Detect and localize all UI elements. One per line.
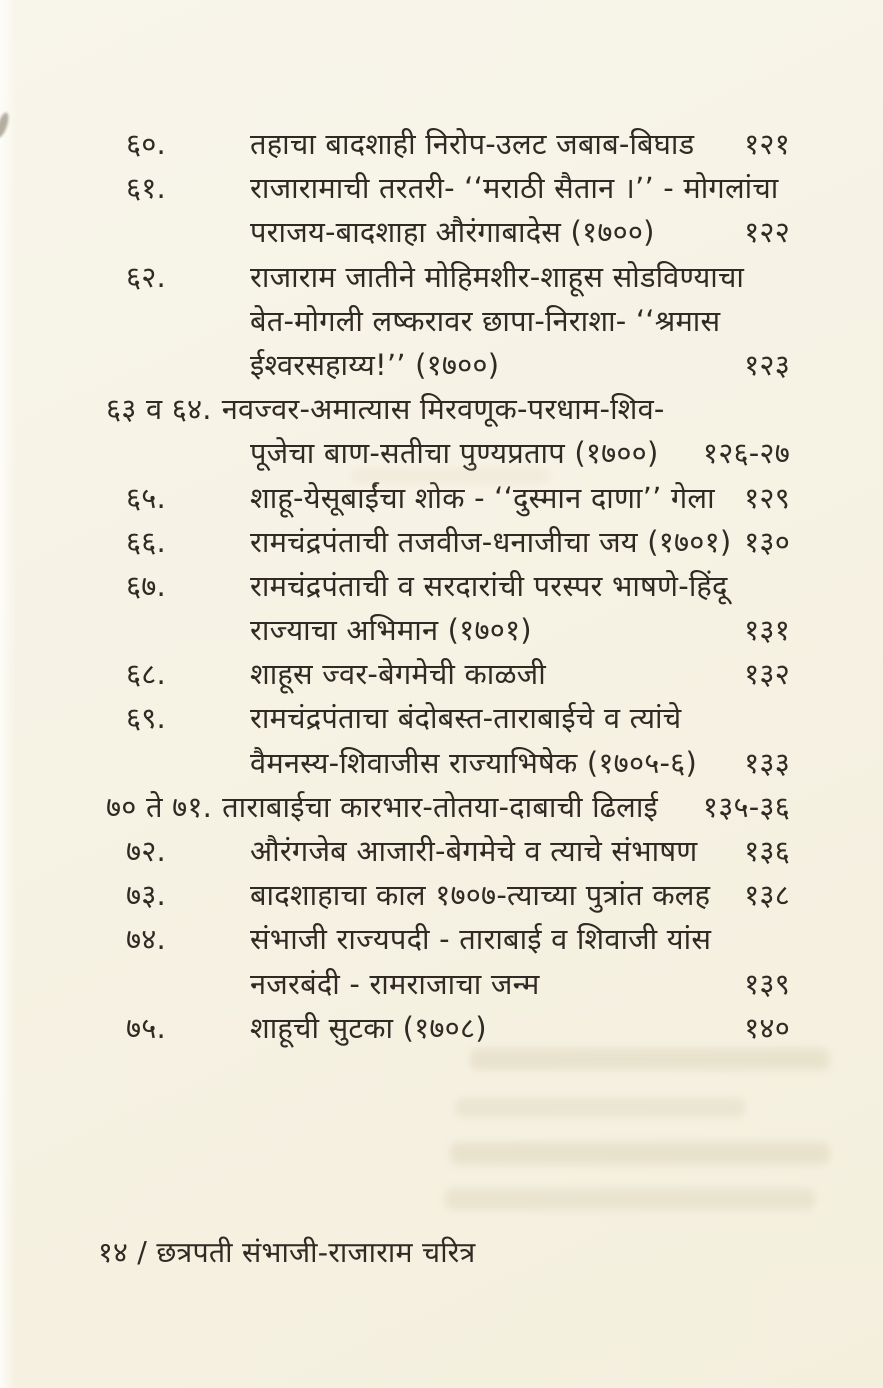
entry-title: रामचंद्रपंताची व सरदारांची परस्पर भाषणे-हिंदू [250,568,728,603]
entry-title: शाहूची सुटका (१७०८) [250,1010,487,1045]
entry-number: ६५. [126,480,166,515]
entry-number: ६९. [126,701,166,736]
entry-page-number: १३५-३६ [702,789,790,824]
toc-entry-line [106,387,790,431]
toc-entry-line [106,476,790,520]
entry-number: ७५. [126,1010,166,1045]
entry-title: ईश्वरसहाय्य!’’ (१७००) [250,347,500,382]
entry-page-number: १३६ [744,834,790,868]
entry-page-number: १४० [744,1010,790,1045]
entry-number: ६०. [126,127,166,161]
bleedthrough-smudge [455,1098,745,1117]
bleedthrough-smudge [470,1048,830,1070]
entry-title: नजरबंदी - रामराजाचा जन्म [250,966,540,1001]
toc-entry-line [106,255,790,299]
entry-page-number: १३९ [744,966,790,1001]
entry-page-number: १२२ [744,215,790,250]
toc-entry-line [106,962,790,1006]
entry-title: बेत-मोगली लष्करावर छापा-निराशा- ‘‘श्रमास [250,303,721,338]
entry-number: ६६. [126,524,166,559]
toc-entry-line [106,917,790,961]
toc-entry-line [106,696,790,740]
toc-entry-line [106,166,790,210]
toc-entry-line [106,873,790,917]
entry-title: पूजेचा बाण-सतीचा पुण्यप्रताप (१७००) [250,436,659,471]
entry-number: ६८. [126,657,166,692]
entry-title: राजाराम जातीने मोहिमशीर-शाहूस सोडविण्याचा [250,259,745,294]
entry-title: शाहू-येसूबाईंचा शोक - ‘‘दुस्मान दाणा’’ गेला [250,480,715,515]
footer-text: १४ / छत्रपती संभाजी-राजाराम चरित्र [98,1236,476,1269]
toc-entry-line [106,564,790,608]
toc-entry-line [106,299,790,343]
entry-page-number: १२६-२७ [702,436,790,471]
entry-number: ७३. [126,878,166,913]
entry-page-number: १३८ [744,878,790,913]
entry-title: रामचंद्रपंताचा बंदोबस्त-ताराबाईचे व त्यांचे [250,701,682,736]
toc-entry-line [106,1006,790,1050]
toc-entry-line [106,210,790,254]
entry-title: रामचंद्रपंताची तजवीज-धनाजीचा जय (१७०१) [250,524,732,559]
entry-title: पराजय-बादशाहा औरंगाबादेस (१७००) [250,215,655,250]
entry-title: शाहूस ज्वर-बेगमेची काळजी [250,657,546,692]
entry-page-number: १३२ [744,657,790,692]
entry-page-number: १२३ [744,347,790,382]
page-footer [98,1236,475,1270]
entry-title: संभाजी राज्यपदी - ताराबाई व शिवाजी यांस [250,922,712,957]
entry-title: बादशाहाचा काल १७०७-त्याच्या पुत्रांत कलह [250,878,711,913]
toc-entry-line [106,608,790,652]
entry-number: ७० ते ७१. [106,789,213,824]
toc-list [0,122,883,1050]
entry-number: ७४. [126,922,166,957]
toc-entry-line [106,785,790,829]
entry-title: नवज्वर-अमात्यास मिरवणूक-परधाम-शिव- [221,392,665,427]
entry-number: ६३ व ६४. [106,392,212,427]
toc-entry-line [106,741,790,785]
entry-page-number: १२९ [744,480,790,515]
entry-page-number: १२१ [744,127,790,161]
entry-title: वैमनस्य-शिवाजीस राज्याभिषेक (१७०५-६) [250,745,697,780]
toc-entry-line [106,829,790,873]
entry-number: ६२. [126,259,166,294]
entry-title: राज्याचा अभिमान (१७०१) [250,613,532,648]
entry-number: ६७. [126,568,166,603]
entry-page-number: १३३ [744,745,790,780]
toc-entry-line [106,520,790,564]
entry-page-number: १३० [744,524,790,559]
entry-title: औरंगजेब आजारी-बेगमेचे व त्याचे संभाषण [250,834,698,868]
toc-entry-line [106,343,790,387]
bleedthrough-smudge [445,1188,815,1210]
toc-entry-line [106,431,790,475]
toc-entry-line [106,122,790,166]
bleedthrough-smudge [450,1142,830,1165]
entry-number: ६१. [126,171,166,206]
toc-entry-line [106,652,790,696]
entry-page-number: १३१ [744,613,790,648]
entry-title: राजारामाची तरतरी- ‘‘मराठी सैतान ।’’ - मोगलांचा [250,171,779,206]
entry-title: ताराबाईचा कारभार-तोतया-दाबाची ढिलाई [222,789,658,824]
entry-title: तहाचा बादशाही निरोप-उलट जबाब-बिघाड [250,127,695,161]
entry-number: ७२. [126,834,166,868]
